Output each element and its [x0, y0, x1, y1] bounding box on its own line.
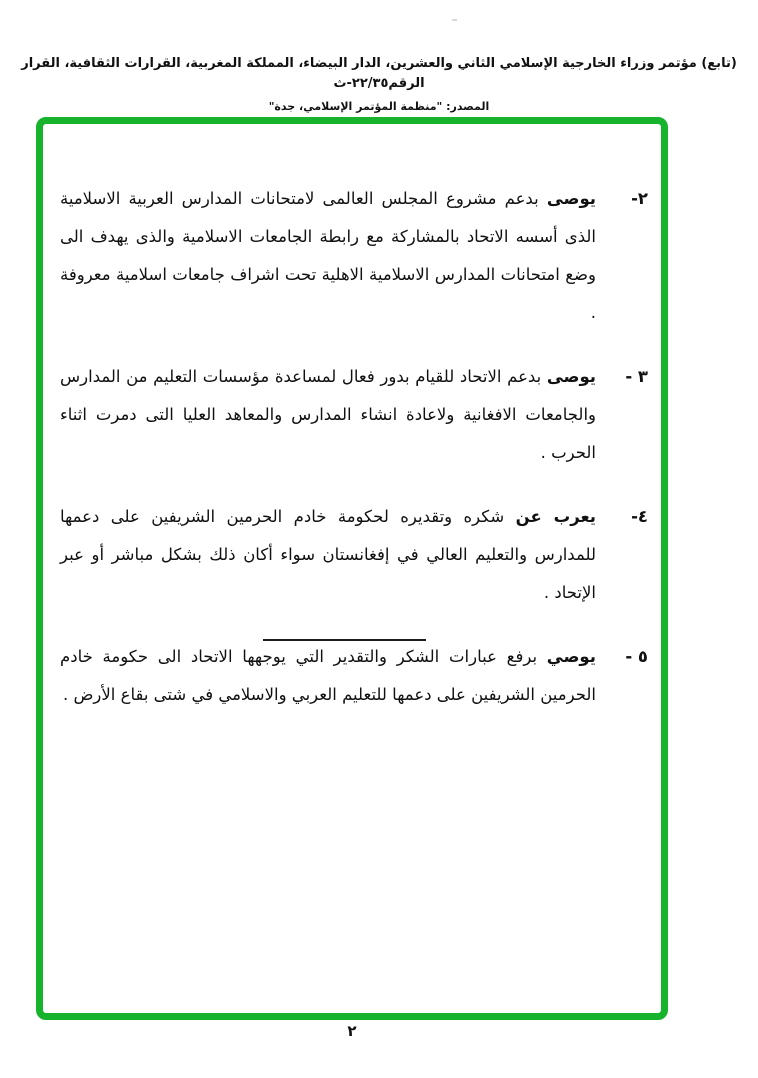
- resolution-body-text: برفع عبارات الشكر والتقدير التي يوجهها الاتحاد الى حكومة خادم الحرمين الشريفين على دعمها للتعليم العربي والاسلامي في شتى بقاع الأرض .: [60, 647, 596, 704]
- resolutions-list: [43, 124, 661, 740]
- resolution-number: ٣ -: [625, 367, 648, 386]
- resolution-text: [60, 180, 596, 332]
- document-header: [0, 54, 758, 115]
- page-number: ٢: [347, 1022, 357, 1040]
- resolution-text: [60, 358, 596, 472]
- end-of-text-rule: [263, 639, 426, 641]
- resolution-text: [60, 638, 596, 714]
- resolution-body-text: بدعم مشروع المجلس العالمى لامتحانات المدارس العربية الاسلامية الذى أسسه الاتحاد بالمشاركة مع رابطة الجامعات الاسلامية والذى يهدف الى وضع امتحانات المدارس الاسلامية الاهلية تحت اشراف جامعات اسلامية معروفة .: [60, 189, 596, 322]
- resolution-text: [60, 498, 596, 612]
- resolution-item-2: [60, 180, 648, 332]
- header-citation: (تابع) مؤتمر وزراء الخارجية الإسلامي الثاني والعشرين، الدار البيضاء، المملكة المغربية، القرارات الثقافية، القرار الرقم٢٢/٣٥-ث: [21, 56, 737, 91]
- scan-speck: [452, 19, 457, 21]
- resolution-body-text: شكره وتقديره لحكومة خادم الحرمين الشريفين على دعمها للمدارس والتعليم العالي في إفغانستان سواء أكان ذلك بشكل مباشر أو عبر الإتحاد .: [60, 507, 596, 602]
- resolution-lead-verb: يوصى: [546, 367, 596, 386]
- resolution-item-5: [60, 638, 648, 714]
- resolution-item-4: [60, 498, 648, 612]
- resolution-lead-verb: يعرب عن: [515, 507, 597, 526]
- resolution-lead-verb: يوصى: [546, 189, 596, 208]
- resolution-body-text: بدعم الاتحاد للقيام بدور فعال لمساعدة مؤسسات التعليم من المدارس والجامعات الافغانية ولاعادة انشاء المدارس والمعاهد العليا التى دمرت اثناء الحرب .: [60, 367, 596, 462]
- resolution-number: ٥ -: [625, 647, 648, 666]
- resolution-number: ٢-: [631, 189, 648, 208]
- resolution-item-3: [60, 358, 648, 472]
- resolution-lead-verb: يوصي: [546, 647, 596, 666]
- header-source: المصدر: "منظمة المؤتمر الإسلامي، جدة": [268, 100, 490, 113]
- resolution-number: ٤-: [631, 507, 648, 526]
